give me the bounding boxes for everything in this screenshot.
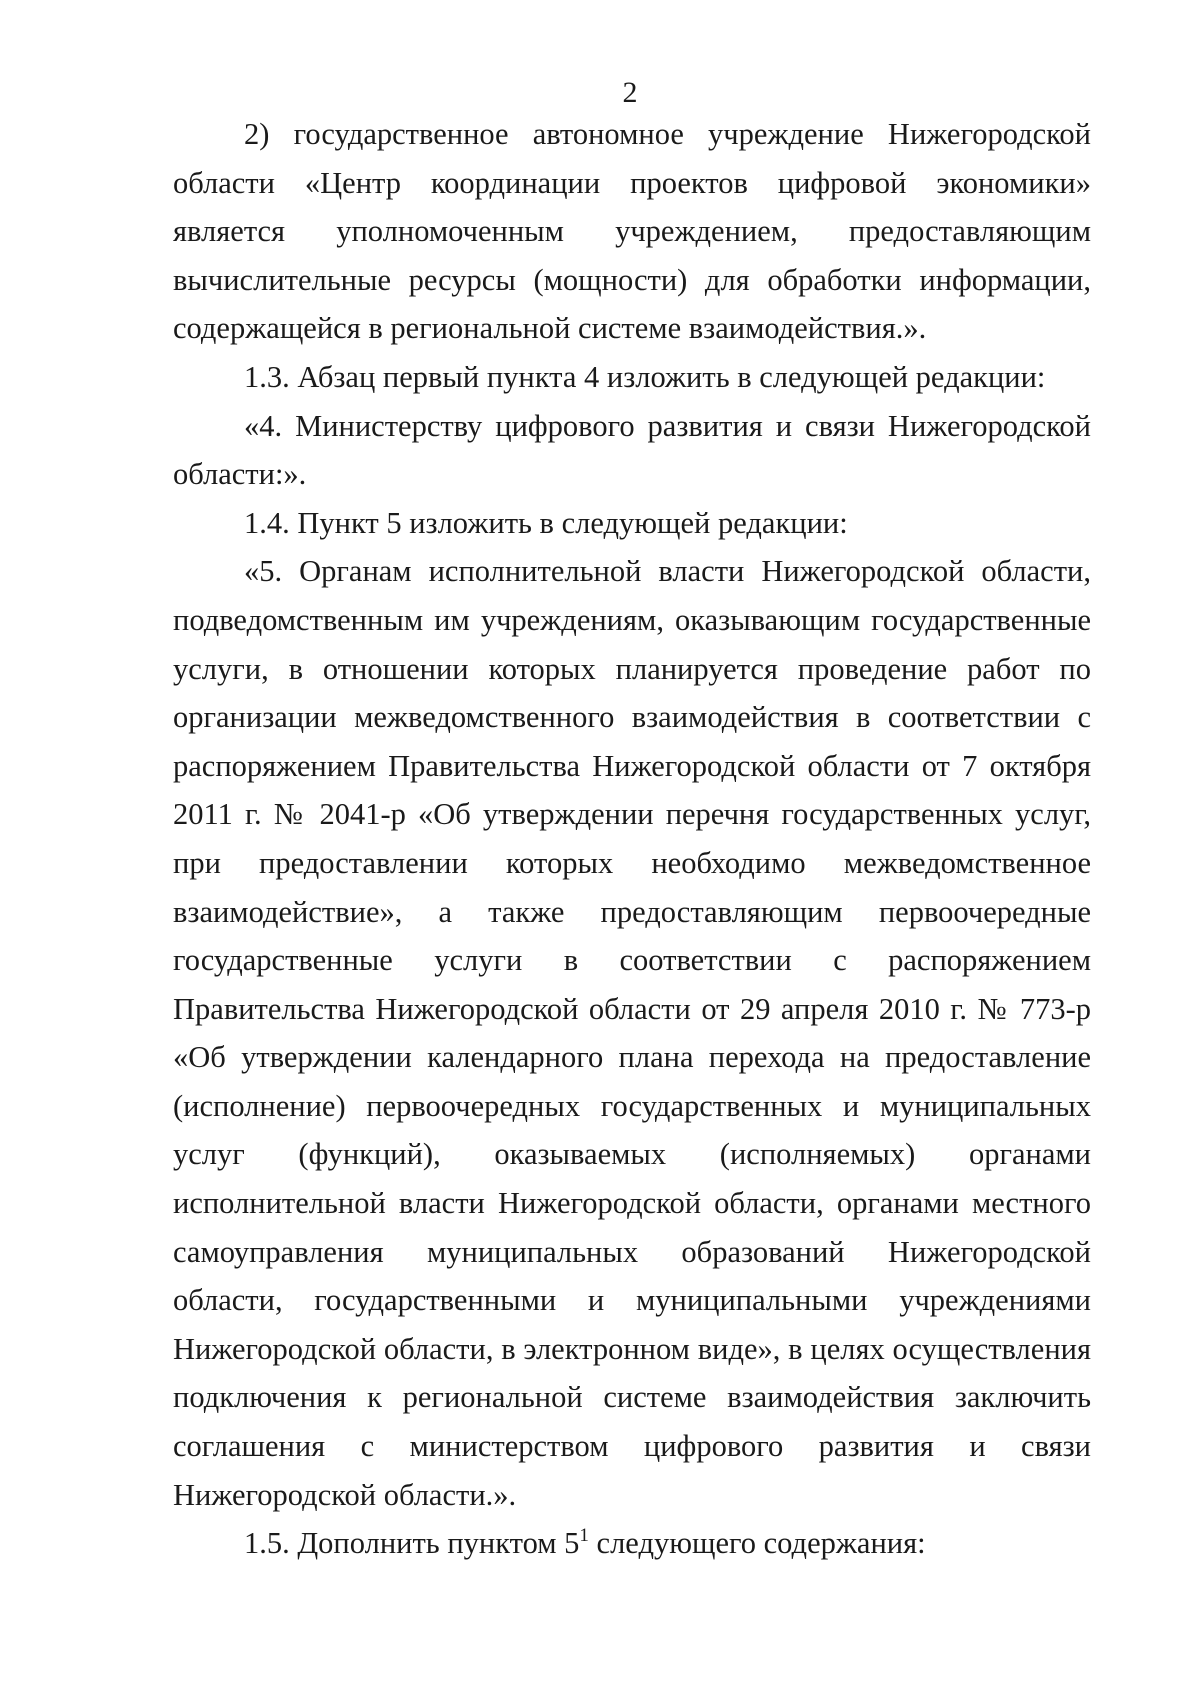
- page-number: 2: [622, 76, 638, 109]
- paragraph-point-5: «5. Органам исполнительной власти Нижегородской области, подведомственным им учреждениям, оказывающим государственные услуги, в отношении которых планируется проведение работ по организации межведомственного взаимодействия в соответствии с распоряжением Правительства Нижегородской области от 7 октября 2011 г. № 2041-р «Об утверждении перечня государственных услуг, при предоставлении которых необходимо межведомственное взаимодействие», а также предоставляющим первоочередные государственные услуги в соответствии с распоряжением Правительства Нижегородской области от 29 апреля 2010 г. № 773-р «Об утверждении календарного плана перехода на предоставление (исполнение) первоочередных государственных и муниципальных услуг (функций), оказываемых (исполняемых) органами исполнительной власти Нижегородской области, органами местного самоуправления муниципальных образований Нижегородской области, государственными и муниципальными учреждениями Нижегородской области, в электронном виде», в целях осуществления подключения к региональной системе взаимодействия заключить соглашения с министерством цифрового развития и связи Нижегородской области.».: [173, 554, 1091, 1512]
- paragraph-point-4: «4. Министерству цифрового развития и связи Нижегородской области:».: [173, 408, 1091, 492]
- paragraph-1-4: 1.4. Пункт 5 изложить в следующей редакции:: [244, 505, 848, 540]
- document-body: [173, 110, 1091, 1568]
- superscript-1: 1: [579, 1525, 589, 1547]
- paragraph-1-3: 1.3. Абзац первый пункта 4 изложить в следующей редакции:: [244, 359, 1046, 394]
- paragraph-1-5-text-end: следующего содержания:: [588, 1526, 926, 1561]
- paragraph-item-2: 2) государственное автономное учреждение Нижегородской области «Центр координации проектов цифровой экономики» является уполномоченным учреждением, предоставляющим вычислительные ресурсы (мощности) для обработки информации, содержащейся в региональной системе взаимодействия.».: [173, 117, 1091, 346]
- paragraph-1-5: [173, 1519, 1091, 1568]
- paragraph-1-5-text: 1.5. Дополнить пунктом 5: [244, 1526, 580, 1561]
